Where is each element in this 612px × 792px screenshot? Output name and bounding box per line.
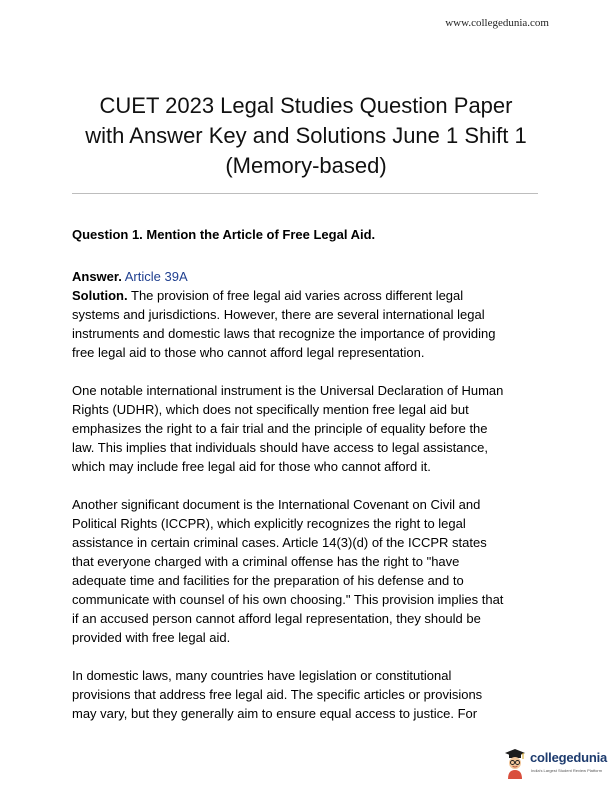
solution-paragraph xyxy=(72,267,552,362)
title-line: with Answer Key and Solutions June 1 Shift 1 xyxy=(85,123,527,148)
text-line: systems and jurisdictions. However, there are several international legal xyxy=(72,307,485,322)
text-line: instruments and domestic laws that recognize the importance of providing xyxy=(72,326,496,341)
solution-paragraph xyxy=(72,666,552,723)
text-line: Rights (UDHR), which does not specifically mention free legal aid but xyxy=(72,402,469,417)
text-line: law. This implies that individuals should have access to legal assistance, xyxy=(72,440,488,455)
solution-paragraph xyxy=(72,381,552,476)
text-line: adequate time and facilities for the preparation of his defense and to xyxy=(72,573,464,588)
collegedunia-logo[interactable] xyxy=(504,747,612,787)
title-divider xyxy=(72,193,538,194)
answer-label: Answer. xyxy=(72,269,122,284)
text-line: emphasizes the right to a fair trial and the principle of equality before the xyxy=(72,421,488,436)
text-line: if an accused person cannot afford legal representation, they should be xyxy=(72,611,481,626)
graduate-mascot-icon xyxy=(504,748,526,780)
text-line: Another significant document is the International Covenant on Civil and xyxy=(72,497,481,512)
solution-paragraph xyxy=(72,495,552,647)
text-line: may vary, but they generally aim to ensure equal access to justice. For xyxy=(72,706,478,721)
document-title xyxy=(60,91,552,181)
title-line: CUET 2023 Legal Studies Question Paper xyxy=(99,93,513,118)
text-line: provided with free legal aid. xyxy=(72,630,231,645)
text-line xyxy=(72,286,552,305)
text-line: One notable international instrument is the Universal Declaration of Human xyxy=(72,383,504,398)
solution-label: Solution. xyxy=(72,288,128,303)
text-line: which may include free legal aid for those who cannot afford it. xyxy=(72,459,431,474)
answer-line xyxy=(72,267,552,286)
text-line: free legal aid to those who cannot afford legal representation. xyxy=(72,345,425,360)
question-section xyxy=(72,225,552,742)
logo-text: collegedunia xyxy=(530,750,608,765)
question-text: Question 1. Mention the Article of Free Legal Aid. xyxy=(72,227,376,242)
title-line: (Memory-based) xyxy=(225,153,387,178)
text-line: that everyone charged with a criminal offense has the right to "have xyxy=(72,554,460,569)
logo-tagline: India's Largest Student Review Platform xyxy=(531,768,603,773)
text-line: Political Rights (ICCPR), which explicitly recognizes the right to legal xyxy=(72,516,466,531)
answer-value: Article 39A xyxy=(124,269,188,284)
text-line: In domestic laws, many countries have legislation or constitutional xyxy=(72,668,452,683)
text-line: communicate with counsel of his own choosing." This provision implies that xyxy=(72,592,504,607)
text-line: provisions that address free legal aid. The specific articles or provisions xyxy=(72,687,483,702)
site-url[interactable]: www.collegedunia.com xyxy=(445,17,549,29)
text-line: assistance in certain criminal cases. Article 14(3)(d) of the ICCPR states xyxy=(72,535,487,550)
text-fragment: The provision of free legal aid varies across different legal xyxy=(131,288,464,303)
